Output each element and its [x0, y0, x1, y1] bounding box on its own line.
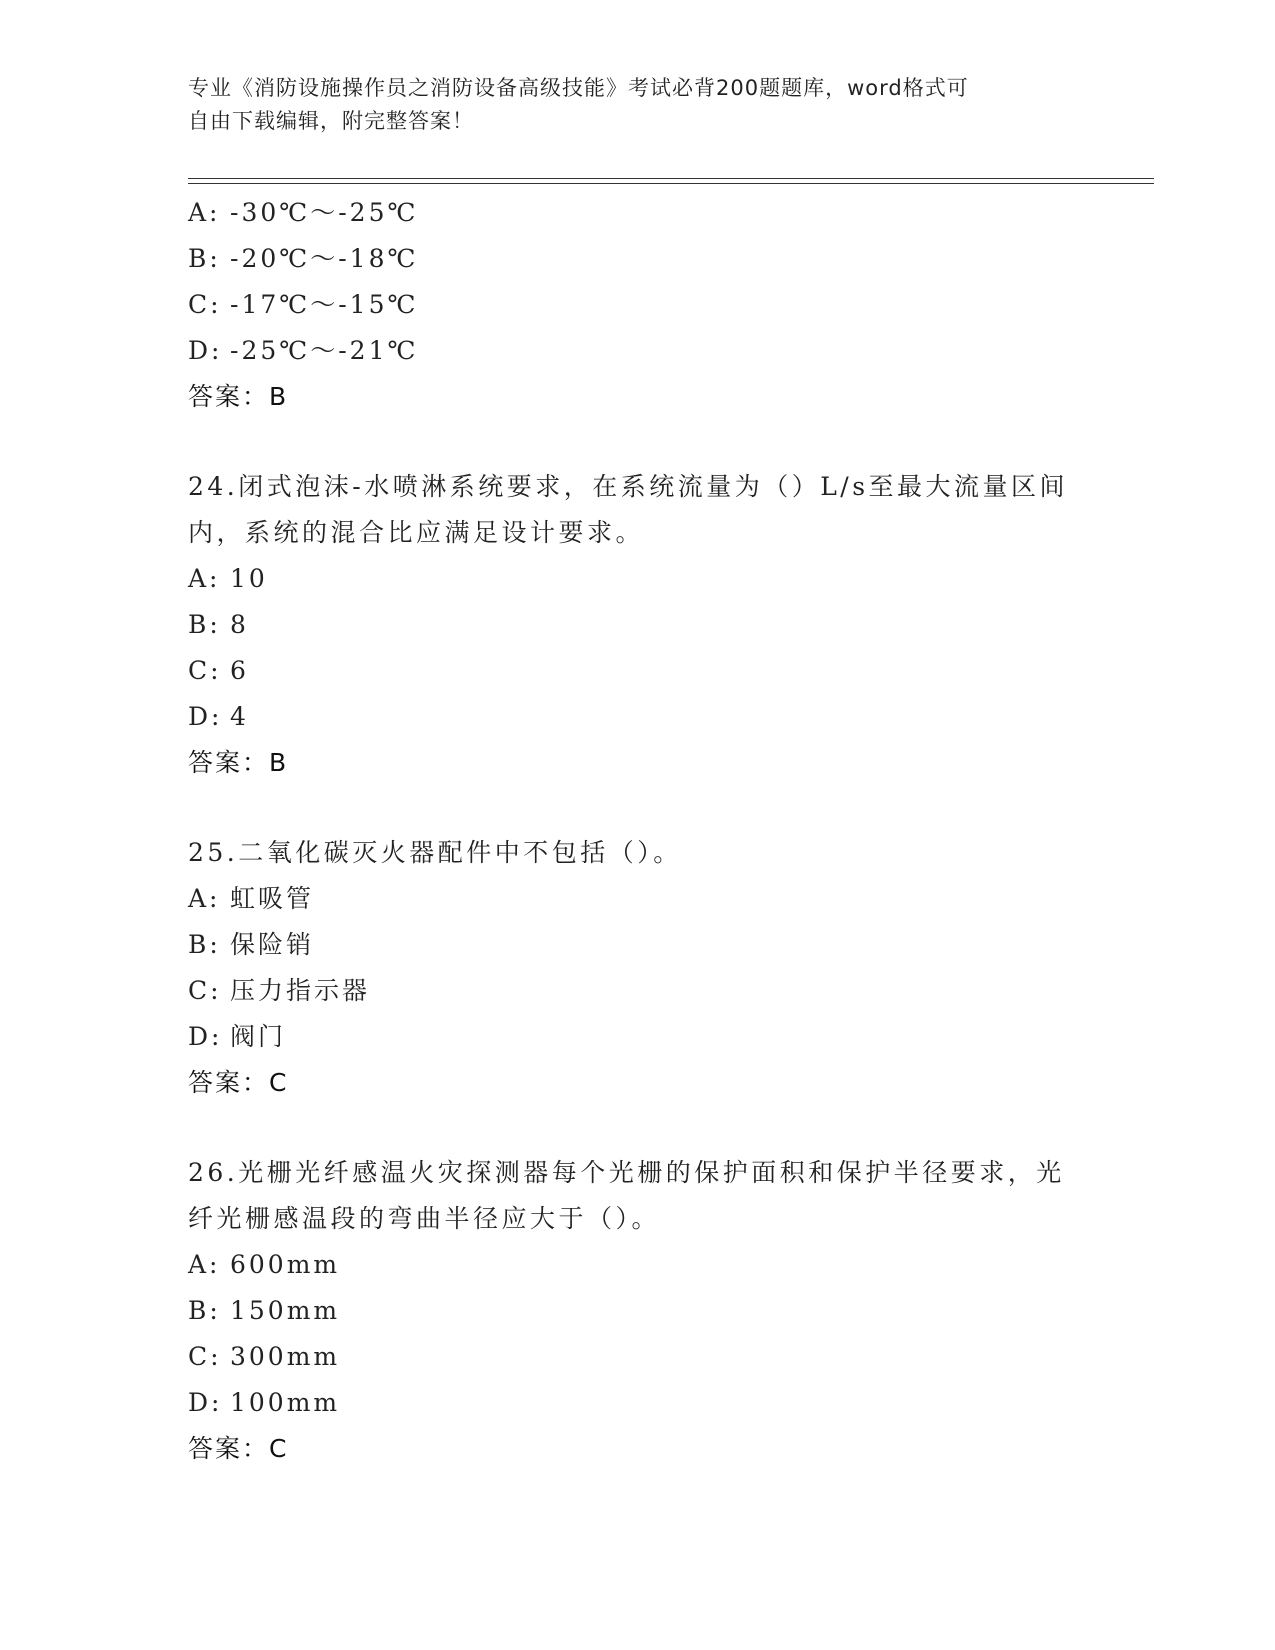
- question-list: [188, 190, 1088, 1472]
- option-d: D: 阀门: [188, 1022, 287, 1051]
- spacer: [188, 420, 1088, 464]
- header-line-1: 专业《消防设施操作员之消防设备高级技能》考试必背200题题库，word格式可: [188, 76, 969, 100]
- option-c: C: 6: [188, 656, 249, 685]
- question-text-line-2: 纤光栅感温段的弯曲半径应大于（）。: [188, 1204, 661, 1233]
- header-divider-bottom: [188, 183, 1154, 184]
- option-a: A: 10: [188, 564, 268, 593]
- option-a: A: 虹吸管: [188, 884, 315, 913]
- option-d: D: 4: [188, 702, 249, 731]
- document-header: [188, 72, 1068, 138]
- option-b: B: 保险销: [188, 930, 315, 959]
- answer: 答案：B: [188, 748, 289, 777]
- question-text-line-2: 内，系统的混合比应满足设计要求。: [188, 518, 645, 547]
- question-23: [188, 190, 1088, 420]
- option-b: B: -20℃～-18℃: [188, 244, 419, 273]
- answer: 答案：B: [188, 382, 289, 411]
- option-d: D: -25℃～-21℃: [188, 336, 419, 365]
- question-text-line-1: 24.闭式泡沫-水喷淋系统要求，在系统流量为（）L/s至最大流量区间: [188, 472, 1069, 501]
- header-divider-top: [188, 178, 1154, 179]
- option-c: C: 压力指示器: [188, 976, 371, 1005]
- option-b: B: 150mm: [188, 1296, 341, 1325]
- answer: 答案：C: [188, 1434, 289, 1463]
- header-line-2: 自由下载编辑，附完整答案！: [188, 109, 474, 133]
- option-c: C: 300mm: [188, 1342, 341, 1371]
- answer: 答案：C: [188, 1068, 289, 1097]
- option-a: A: -30℃～-25℃: [188, 198, 419, 227]
- question-text-line-1: 25.二氧化碳灭火器配件中不包括（）。: [188, 838, 682, 867]
- option-a: A: 600mm: [188, 1250, 341, 1279]
- option-b: B: 8: [188, 610, 249, 639]
- question-26: [188, 1150, 1088, 1472]
- spacer: [188, 1106, 1088, 1150]
- question-24: [188, 464, 1088, 786]
- option-c: C: -17℃～-15℃: [188, 290, 419, 319]
- question-25: [188, 830, 1088, 1106]
- option-d: D: 100mm: [188, 1388, 341, 1417]
- spacer: [188, 786, 1088, 830]
- question-text-line-1: 26.光栅光纤感温火灾探测器每个光栅的保护面积和保护半径要求，光: [188, 1158, 1065, 1187]
